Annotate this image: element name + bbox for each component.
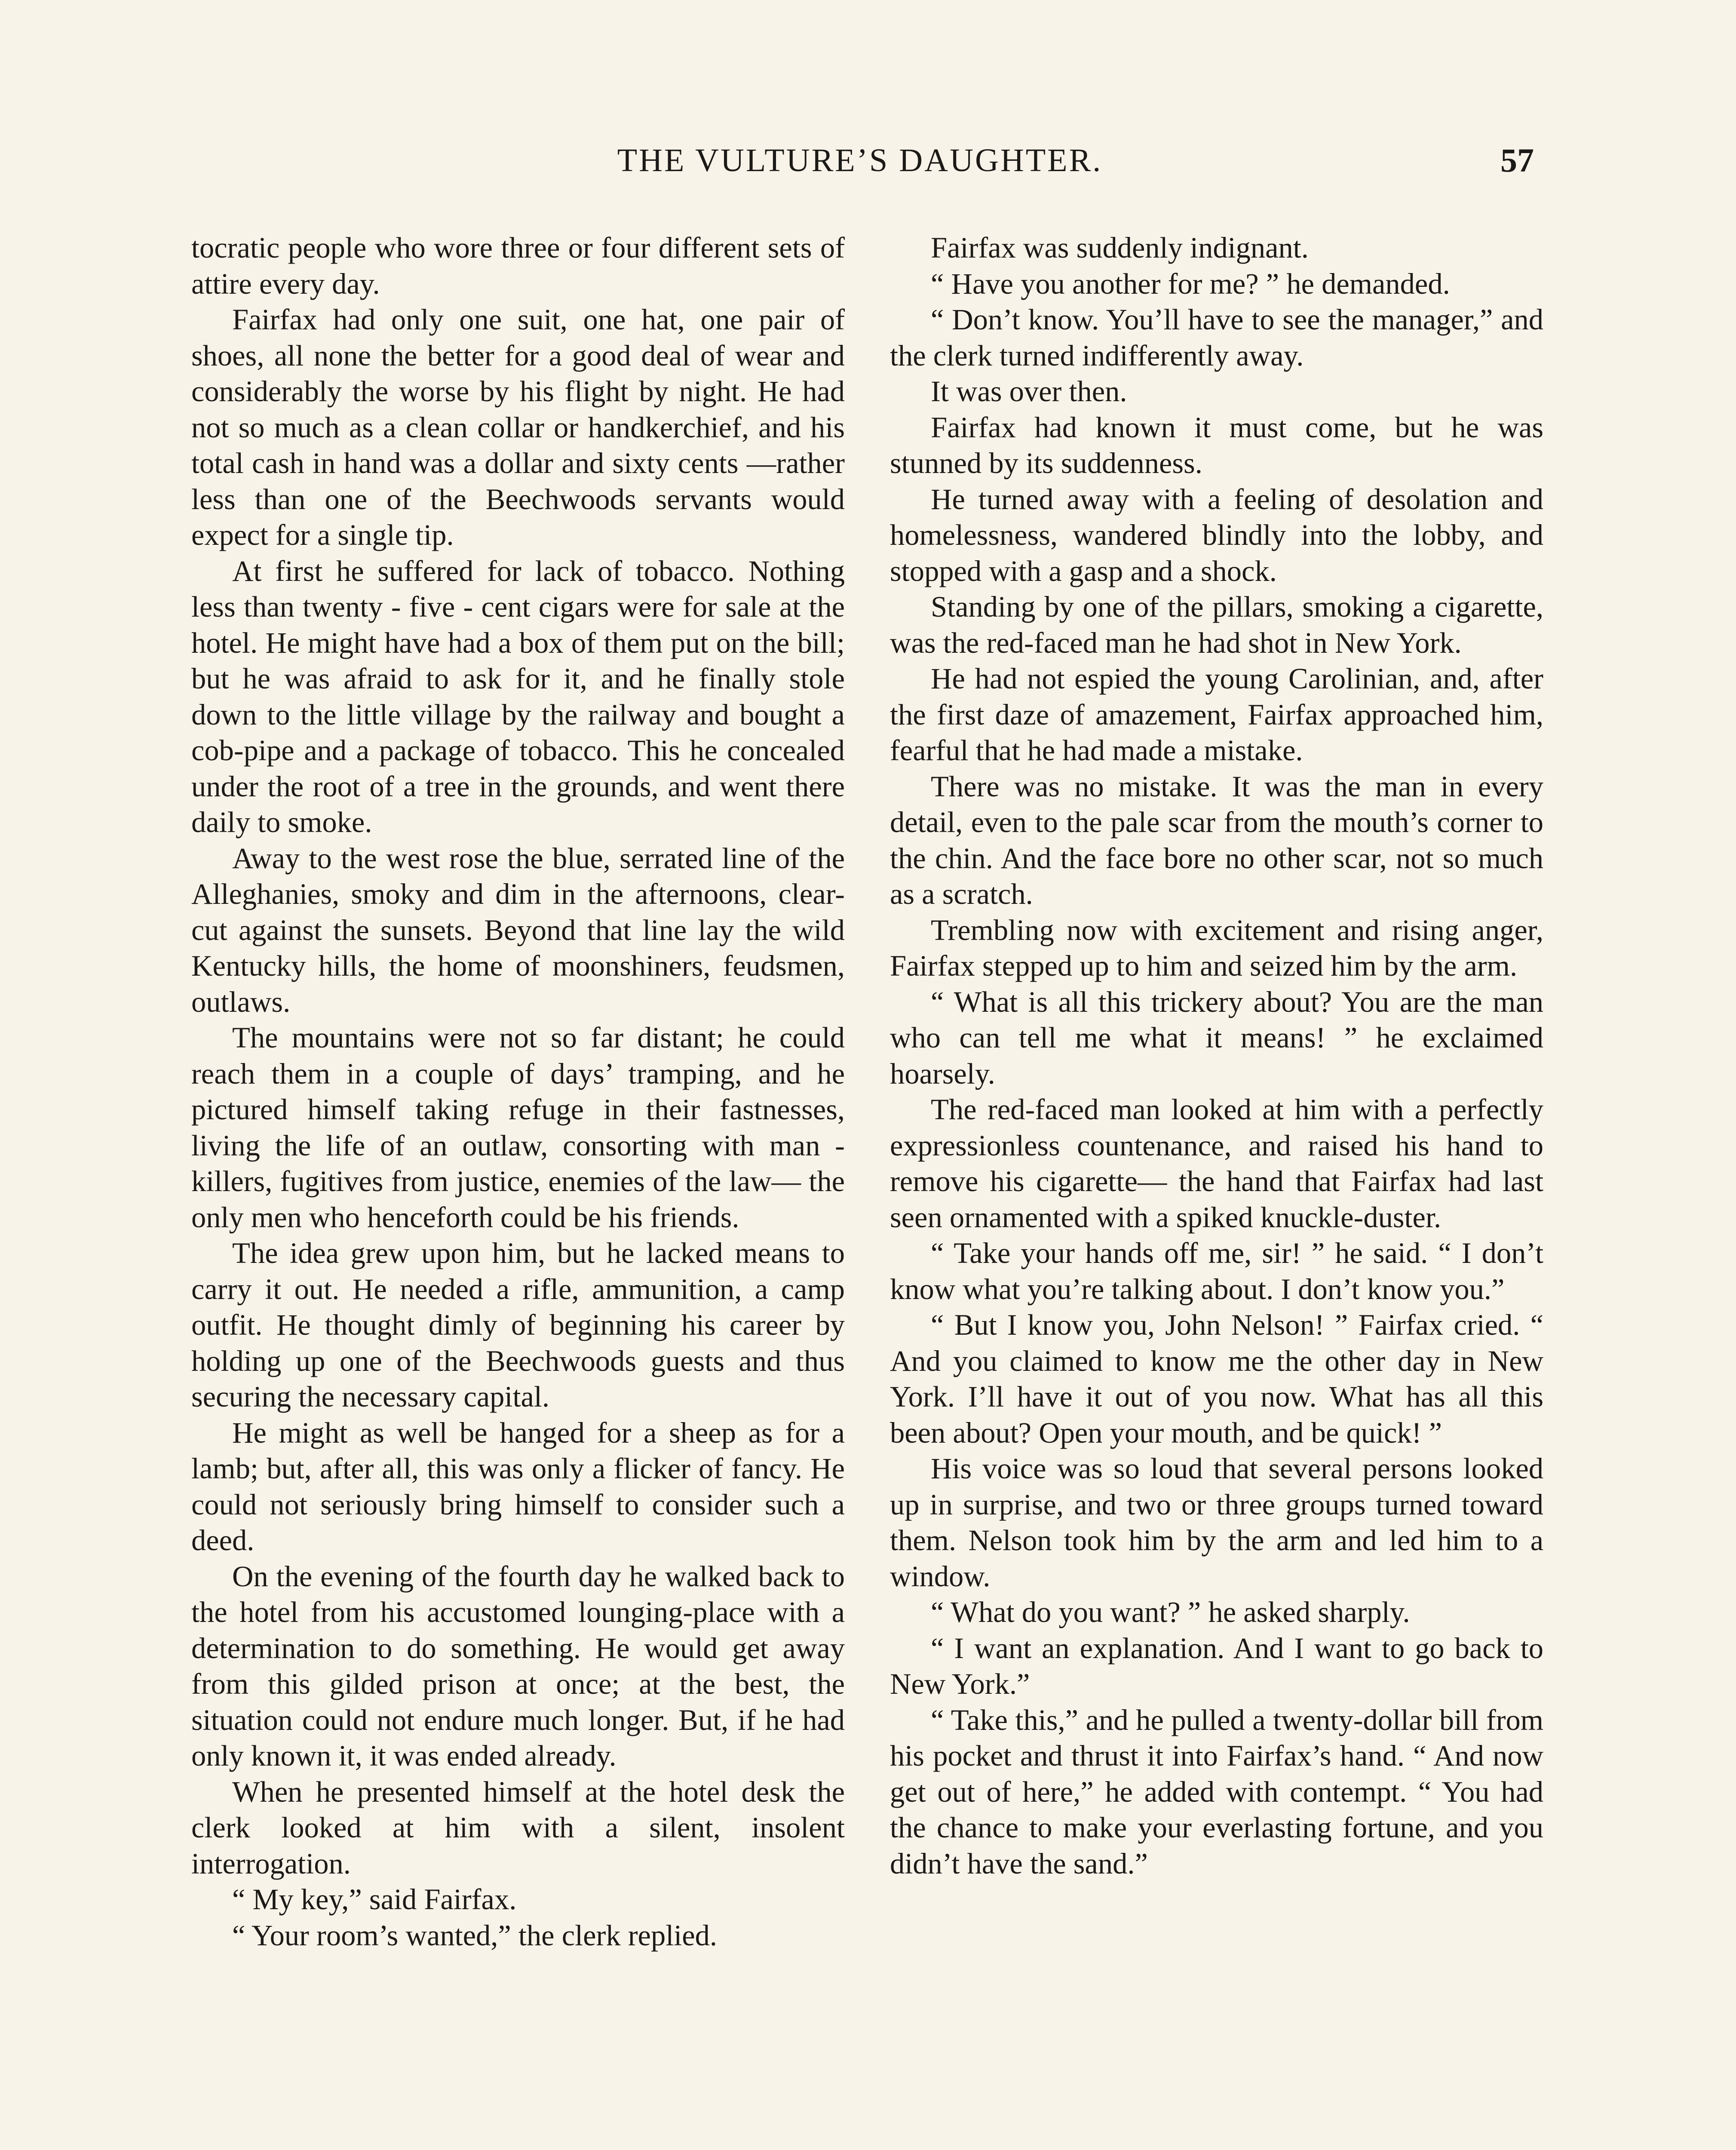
paragraph: It was over then. [931,375,1127,408]
paragraph: There was no mistake. It was the man in every detail, even to the pale scar from the mouth’s corner to the chin. And the face bore no other scar, not so much as a scratch. [890,770,1543,910]
paragraph: “ Don’t know. You’ll have to see the manager,” and the clerk turned indifferently away. [890,303,1543,372]
paragraph: “ I want an explanation. And I want to go back to New York.” [890,1631,1543,1700]
paragraph: “ What is all this trickery about? You are the man who can tell me what it means! ” he exclaimed hoarsely. [890,985,1543,1090]
paragraph: The red-faced man looked at him with a perfectly expressionless countenance, and raised his hand to remove his cigarette— the hand that Fairfax had last seen ornamented with a spiked knuckle-duster. [890,1093,1543,1234]
page-number: 57 [1500,141,1534,179]
paragraph: “ Have you another for me? ” he demanded. [931,267,1450,300]
right-column [890,230,1543,1882]
paragraph: He turned away with a feeling of desolation and homelessness, wandered blindly into the lobby, and stopped with a gasp and a shock. [890,482,1543,587]
paragraph: The idea grew upon him, but he lacked means to carry it out. He needed a rifle, ammunition, a camp outfit. He thought dimly of beginning his career by holding up one of the Beechwoods guests and thus securing the necessary capital. [191,1237,845,1413]
paragraph: He might as well be hanged for a sheep as for a lamb; but, after all, this was only a flicker of fancy. He could not seriously bring himself to consider such a deed. [191,1416,845,1557]
paragraph: “ What do you want? ” he asked sharply. [931,1596,1410,1628]
paragraph: “ Take your hands off me, sir! ” he said. “ I don’t know what you’re talking about. I don’t know you.” [890,1237,1543,1305]
paragraph: “ My key,” said Fairfax. [232,1883,517,1916]
paragraph: Fairfax was suddenly indignant. [931,231,1309,264]
paragraph: Fairfax had known it must come, but he was stunned by its suddenness. [890,411,1543,479]
paragraph: “ Take this,” and he pulled a twenty-dollar bill from his pocket and thrust it into Fairfax’s hand. “ And now get out of here,” he added with contempt. “ You had the chance to make your everlasting fortune, and you didn’t have the sand.” [890,1703,1543,1880]
paragraph: “ Your room’s wanted,” the clerk replied. [232,1919,718,1952]
paragraph: On the evening of the fourth day he walked back to the hotel from his accustomed lounging-place with a determination to do something. He would get away from this gilded prison at once; at the best, the situation could not endure much longer. But, if he had only known it, it was ended already. [191,1560,845,1772]
left-column [191,230,845,1953]
paragraph: He had not espied the young Carolinian, and, after the first daze of amazement, Fairfax approached him, fearful that he had made a mistake. [890,662,1543,767]
paragraph: His voice was so loud that several persons looked up in surprise, and two or three groups turned toward them. Nelson took him by the arm and led him to a window. [890,1452,1543,1593]
paragraph: Trembling now with excitement and rising anger, Fairfax stepped up to him and seized him by the arm. [890,913,1543,982]
paragraph: At first he suffered for lack of tobacco. Nothing less than twenty - five - cent cigars were for sale at the hotel. He might have had a box of them put on the bill; but he was afraid to ask for it, and he finally stole down to the little village by the railway and bought a cob-pipe and a package of tobacco. This he concealed under the root of a tree in the grounds, and went there daily to smoke. [191,554,845,838]
paragraph: Away to the west rose the blue, serrated line of the Alleghanies, smoky and dim in the afternoons, clear-cut against the sunsets. Beyond that line lay the wild Kentucky hills, the home of moonshiners, feudsmen, outlaws. [191,842,845,1018]
paragraph: Standing by one of the pillars, smoking a cigarette, was the red-faced man he had shot in New York. [890,590,1543,659]
paragraph: Fairfax had only one suit, one hat, one pair of shoes, all none the better for a good deal of wear and considerably the worse by his flight by night. He had not so much as a clean collar or handkerchief, and his total cash in hand was a dollar and sixty cents —rather less than one of the Beechwoods servants would expect for a single tip. [191,303,845,551]
paragraph: The mountains were not so far distant; he could reach them in a couple of days’ tramping, and he pictured himself taking refuge in their fastnesses, living the life of an outlaw, consorting with man - killers, fugitives from justice, enemies of the law— the only men who henceforth could be his friends. [191,1021,845,1234]
running-head: THE VULTURE’S DAUGHTER. [617,142,1103,178]
paragraph: tocratic people who wore three or four different sets of attire every day. [191,231,845,300]
paragraph: When he presented himself at the hotel desk the clerk looked at him with a silent, insolent interrogation. [191,1775,845,1880]
paragraph: “ But I know you, John Nelson! ” Fairfax cried. “ And you claimed to know me the other day in New York. I’ll have it out of you now. What has all this been about? Open your mouth, and be quick! ” [890,1308,1543,1449]
